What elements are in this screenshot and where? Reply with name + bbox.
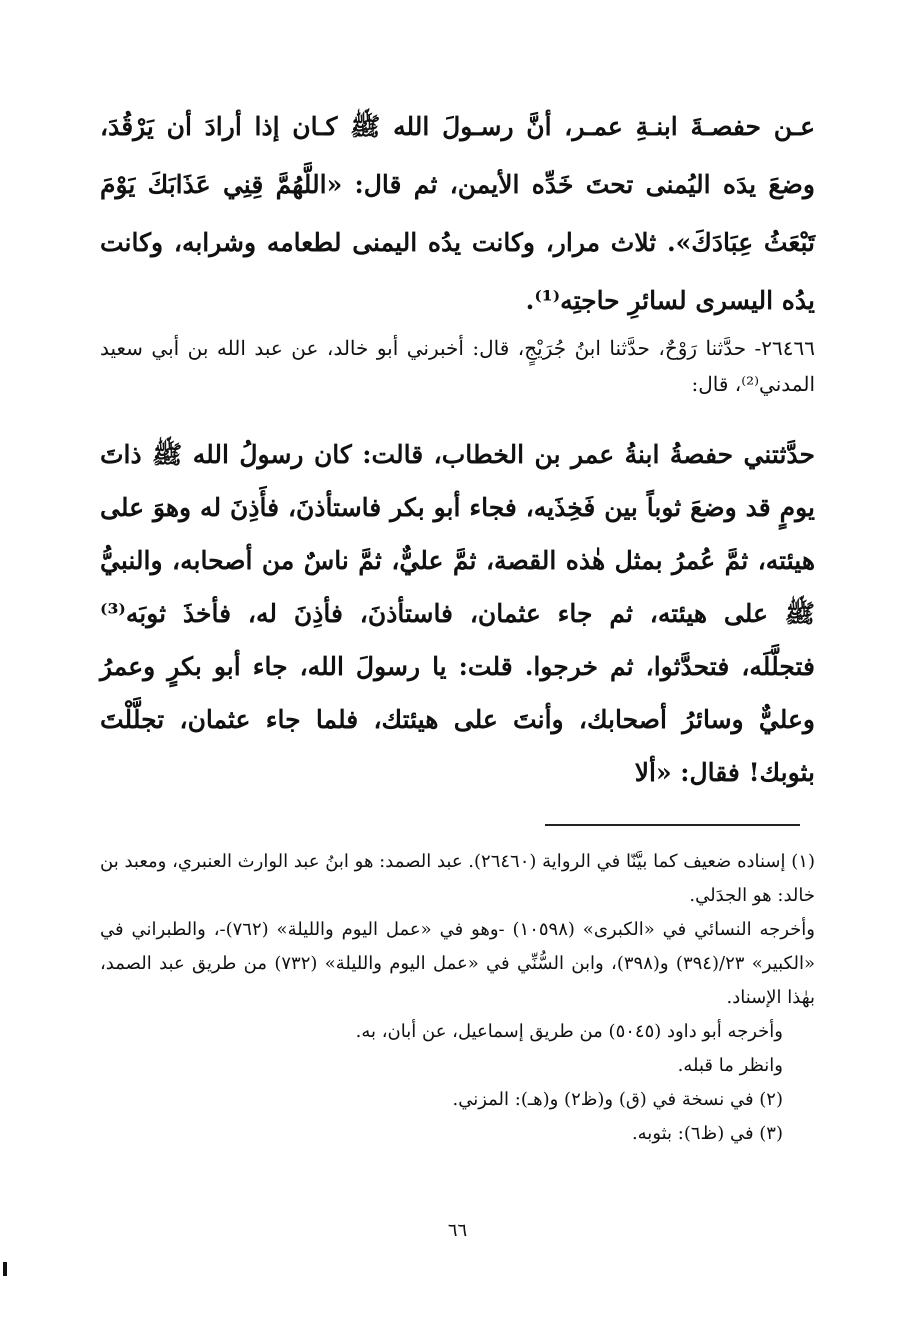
paragraph-1: عـن حفصـةَ ابنـةِ عمـر، أنَّ رسـولَ الله ﷺ كـان إذا أرادَ أن يَرْقُدَ، وضعَ يدَه اليُمنى تحتَ خَدِّه الأيمن، ثم قال: «اللَّهُمَّ قِنِي عَذَابَكَ يَوْمَ تَبْعَثُ عِبَادَكَ». ثلاث مرار، وكانت يدُه اليمنى لطعامه وشرابه، وكانت يدُه اليسرى لسائرِ حاجتِه⁽¹⁾. (100, 112, 815, 315)
footnote-1: (١) إسناده ضعيف كما بيَّنّا في الرواية (٢٦٤٦٠). عبد الصمد: هو ابنُ عبد الوارث العنبري، ومعبد بن خالد: هو الجدَلي. (100, 851, 815, 906)
footnotes (100, 845, 815, 1151)
page-number: ٦٦ (447, 1220, 468, 1241)
hadith-text-continued (100, 98, 815, 330)
scan-edge-mark (3, 1262, 7, 1276)
hadith-isnad: ٢٦٤٦٦- حدَّثنا رَوْحٌ، حدَّثنا ابنُ جُرَيْجٍ، قال: أخبرني أبو خالد، عن عبد الله بن أبي سعيد المدني⁽²⁾، قال: (100, 336, 815, 396)
footnote-2: (٢) في نسخة في (ق) و(ظ٢) و(هـ): المزني. (452, 1089, 783, 1110)
hadith-matn: حدَّثتني حفصةُ ابنةُ عمر بن الخطاب، قالت: كان رسولُ الله ﷺ ذاتَ يومٍ قد وضعَ ثوباً بين فَخِذَيه، فجاء أبو بكر فاستأذنَ، فأَذِنَ له وهوَ على هيئته، ثمَّ عُمرُ بمثل هٰذه القصة، ثمَّ عليٌّ، ثمَّ ناسٌ من أصحابه، والنبيُّ ﷺ على هيئته، ثم جاء عثمان، فاستأذنَ، فأذِنَ له، فأخذَ ثوبَه⁽³⁾ فتجلَّلَه، فتحدَّثوا، ثم خرجوا. قلت: يا رسولَ الله، جاء أبو بكرٍ وعمرُ وعليٌّ وسائرُ أصحابك، وأنتَ على هيئتك، فلما جاء عثمان، تجلَّلْتَ بثوبك! فقال: «ألا (100, 440, 815, 787)
footnote-1-see-previous: وانظر ما قبله. (677, 1055, 783, 1076)
footnote-3: (٣) في (ظ٦): بثوبه. (631, 1123, 783, 1144)
footnote-1-takhrij-2: وأخرجه أبو داود (٥٠٤٥) من طريق إسماعيل، عن أبان، به. (355, 1021, 783, 1042)
footnote-separator (545, 824, 800, 826)
footnote-1-takhrij: وأخرجه النسائي في «الكبرى» (١٠٥٩٨) -وهو في «عمل اليوم والليلة» (٧٦٢)-، والطبراني في «الكبير» ٢٣/(٣٩٤) و(٣٩٨)، وابن السُّنِّي في «عمل اليوم والليلة» (٧٣٢) من طريق عبد الصمد، بهٰذا الإسناد. (100, 919, 815, 1008)
